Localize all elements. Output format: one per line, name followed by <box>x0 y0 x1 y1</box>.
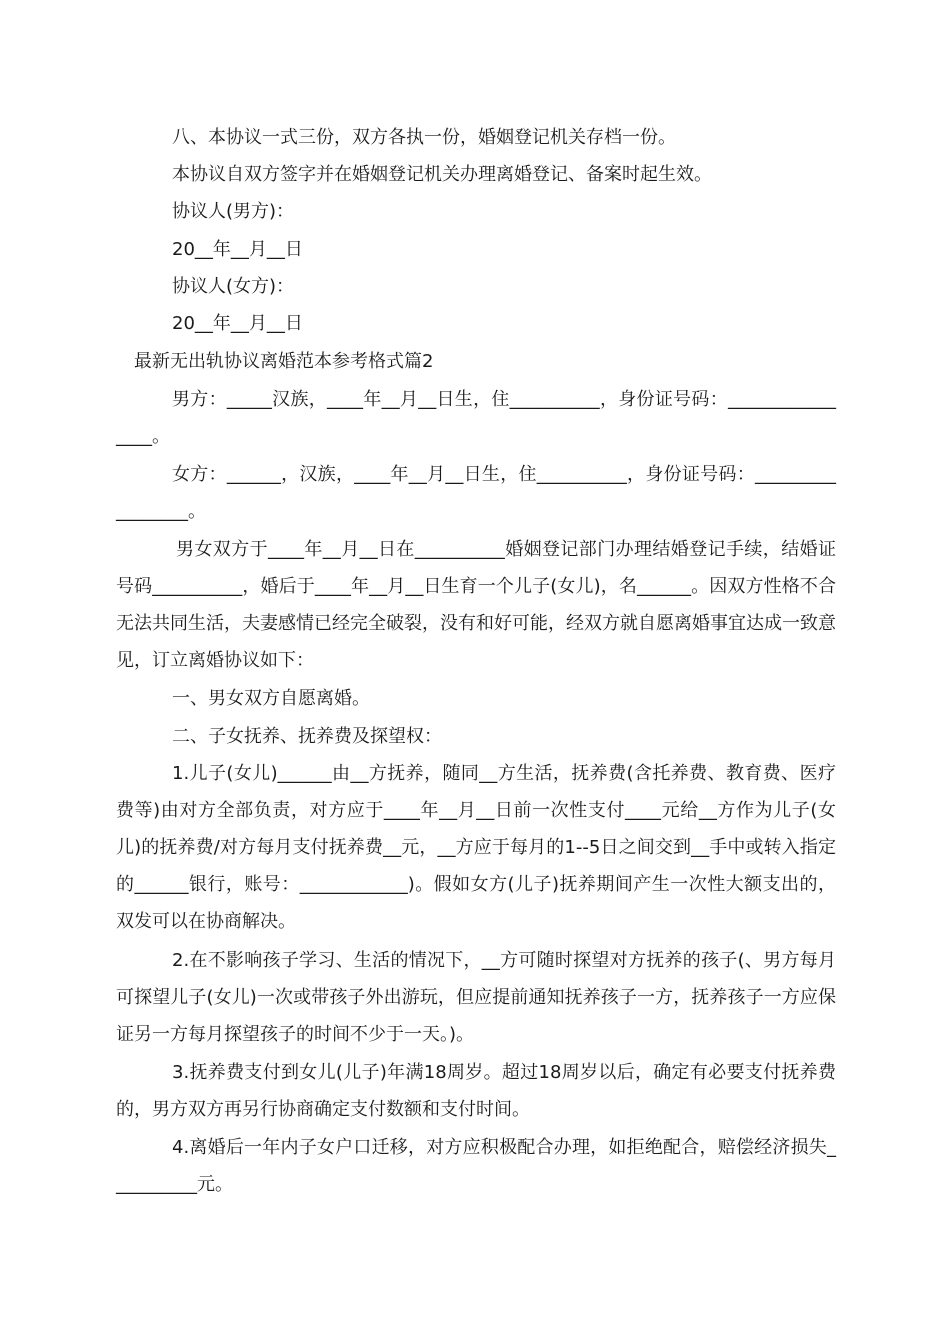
effective-clause: 本协议自双方签字并在婚姻登记机关办理离婚登记、备案时起生效。 <box>172 164 712 185</box>
subclause-2: 2.在不影响孩子学习、生活的情况下，__方可随时探望对方抚养的孩子(、男方每月可探望儿子(女儿)一次或带孩子外出游玩，但应提前通知抚养孩子一方，抚养孩子一方应保证另一方每月探望孩子的时间不少于一天。)。 <box>116 950 836 1045</box>
date-line-female: 20__年__月__日 <box>172 313 303 334</box>
section-title: 最新无出轨协议离婚范本参考格式篇2 <box>134 351 434 372</box>
subclause-3: 3.抚养费支付到女儿(儿子)年满18周岁。超过18周岁以后，确定有必要支付抚养费的，男方双方再另行协商确定支付数额和支付时间。 <box>116 1062 836 1120</box>
subclause-4: 4.离婚后一年内子女户口迁移，对方应积极配合办理，如拒绝配合，赔偿经济损失__________元。 <box>116 1137 836 1195</box>
signatory-male: 协议人(男方)： <box>172 201 295 222</box>
clause-2: 二、子女抚养、抚养费及探望权： <box>172 726 442 747</box>
intro-paragraph: 男女双方于____年__月__日在__________婚姻登记部门办理结婚登记手续，结婚证号码__________，婚后于____年__月__日生育一个儿子(女儿)，名______。因双方性格不合无法共同生活，夫妻感情已经完全破裂，没有和好可能，经双方就自愿离婚事宜达成一致意见，订立离婚协议如下： <box>116 539 836 671</box>
subclause-1: 1.儿子(女儿)______由__方抚养，随同__方生活，抚养费(含托养费、教育费、医疗费等)由对方全部负责，对方应于____年__月__日前一次性支付____元给__方作为儿子(女儿)的抚养费/对方每月支付抚养费__元，__方应于每月的1--5日之间交到__手中或转入指定的______银行，账号：____________)。假如女方(儿子)抚养期间产生一次性大额支出的，双发可以在协商解决。 <box>116 763 836 932</box>
signatory-female: 协议人(女方)： <box>172 276 295 297</box>
clause-1: 一、男女双方自愿离婚。 <box>172 688 370 709</box>
clause-8: 八、本协议一式三份，双方各执一份，婚姻登记机关存档一份。 <box>172 127 676 148</box>
female-party-info: 女方：______，汉族，____年__月__日生，住__________，身份证号码：_________________。 <box>116 464 836 522</box>
male-party-info: 男方：_____汉族，____年__月__日生，住__________，身份证号码：________________。 <box>116 389 836 447</box>
date-line-male: 20__年__月__日 <box>172 239 303 260</box>
